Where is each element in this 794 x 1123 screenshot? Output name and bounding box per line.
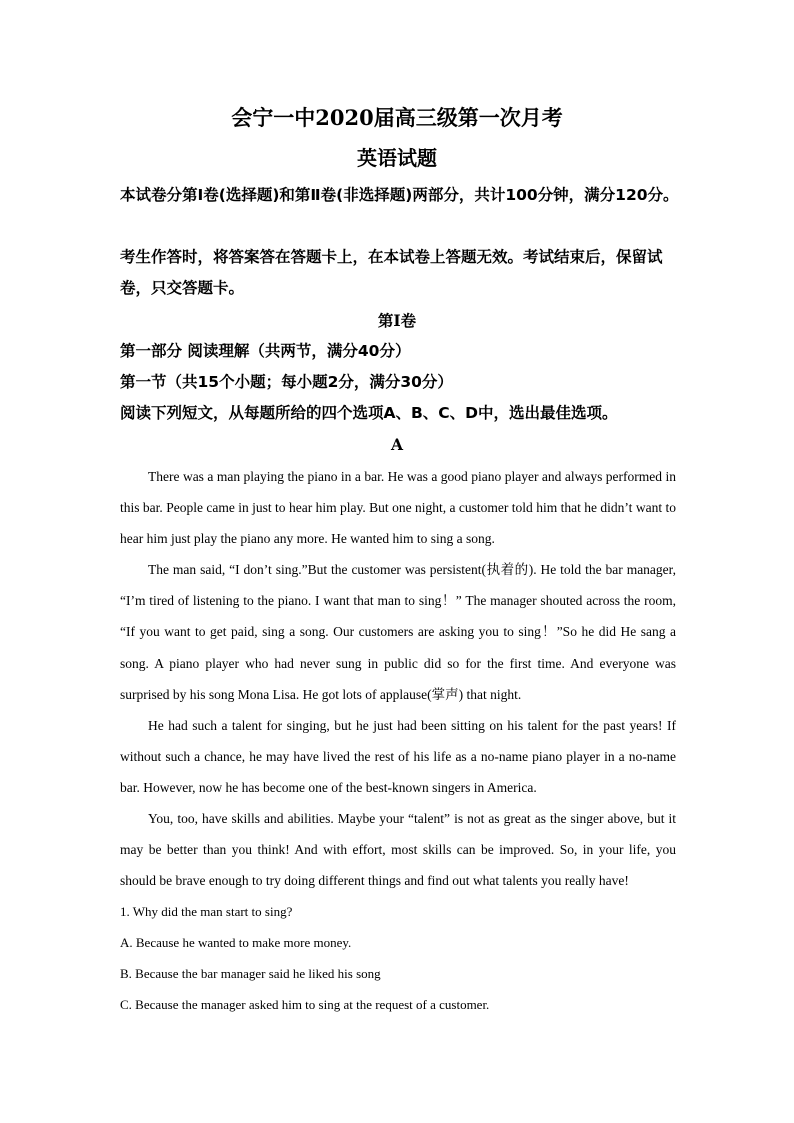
- passage-paragraph: You, too, have skills and abilities. Maybe your “talent” is not as great as the singer above, but it may be better than you think! And with effort, most skills can be improved. So, in your life, you should be brave enough to try doing different things and find out what talents you really have!: [120, 811, 676, 889]
- answer-option-c: C. Because the manager asked him to sing at the request of a customer.: [120, 997, 490, 1013]
- passage-label: A: [390, 435, 404, 454]
- directions-text: 阅读下列短文，从每题所给的四个选项A、B、C、D中，选出最佳选项。: [120, 404, 618, 422]
- instruction-structure: 本试卷分第Ⅰ卷(选择题)和第Ⅱ卷(非选择题)两部分，共计100分钟，满分120分。: [120, 186, 679, 204]
- question-block: [120, 896, 676, 1020]
- reading-passage: [120, 461, 676, 896]
- section-heading: 第一节（共15个小题；每小题2分，满分30分）: [120, 373, 453, 391]
- instruction-answer-sheet: 考生作答时，将答案答在答题卡上，在本试卷上答题无效。考试结束后，保留试卷，只交答题卡。: [120, 248, 663, 297]
- exam-subject: 英语试题: [357, 146, 437, 170]
- volume-heading: 第Ⅰ卷: [377, 311, 417, 330]
- exam-title: 会宁一中2020届高三级第一次月考: [231, 105, 563, 130]
- passage-paragraph: The man said, “I don’t sing.”But the customer was persistent(执着的). He told the bar manager, “I’m tired of listening to the piano. I want that man to sing！” The manager shouted across the room, “If you want to get paid, sing a song. Our customers are asking you to sing！”So he did He sang a song. A piano player who had never sung in public did so for the first time. And everyone was surprised by his song Mona Lisa. He got lots of applause(掌声) that night.: [120, 562, 676, 702]
- answer-option-b: B. Because the bar manager said he liked his song: [120, 966, 381, 982]
- passage-paragraph: There was a man playing the piano in a bar. He was a good piano player and always performed in this bar. People came in just to hear him play. But one night, a customer told him that he didn’t want to hear him just play the piano any more. He wanted him to sing a song.: [120, 469, 676, 547]
- answer-option-a: A. Because he wanted to make more money.: [120, 935, 352, 951]
- passage-paragraph: He had such a talent for singing, but he just had been sitting on his talent for the past years! If without such a chance, he may have lived the rest of his life as a no-name piano player in a no-name bar. However, now he has become one of the best-known singers in America.: [120, 717, 676, 795]
- question-stem: 1. Why did the man start to sing?: [120, 904, 293, 919]
- part-heading: 第一部分 阅读理解（共两节，满分40分）: [120, 342, 411, 360]
